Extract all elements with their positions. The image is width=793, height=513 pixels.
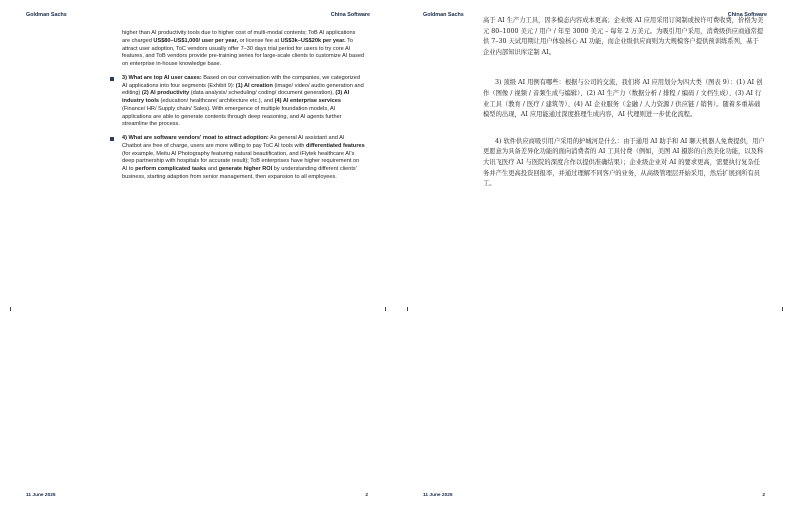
footer-date: 11 June 2025 [26,493,56,498]
margin-tick-mark [10,307,11,311]
intro-bold-a: US$80–US$1,000/ user per year, [153,37,239,44]
cn-paragraph-2: 3) 顶级 AI 用例有哪些：根据与公司的交流，我们将 AI 应用划分为四大类（图表 9）：(1) AI 创作（图像 / 视频 / 音频生成与编辑）、(2) AI 生产力（数据分析 / 排程 / 编码 / 文档生成）、(3) AI 行业工具（教育 / 医疗 / 建筑等）、(4) AI 企业服务（金融 / 人力资源 / 供应链 / 销售）。随着多重基础模型的出现，AI 应用能通过深度推理生成内容，AI 代理则进一步优化流程。 [483,79,763,119]
page-right [397,0,793,513]
header-section: China Software [727,12,767,18]
bullet3-bold-3: (3) AI industry tools [122,90,350,104]
margin-tick-mark [407,307,408,311]
chinese-body [483,16,765,206]
square-bullet-icon [110,77,114,81]
bullet3-bold-2: (2) AI productivity [141,90,190,97]
bullet4-text-1: As general AI assistant and AI Chatbot are free of charge, users are more willing to pay ToC AI tools with [122,135,345,149]
margin-tick-mark [782,307,783,311]
header-brand: Goldman Sachs [423,12,464,18]
square-bullet-icon [110,137,114,141]
footer-page-number: 2 [365,493,368,498]
cn-paragraph-1: 高于 AI 生产力工具，因多模态内容成本更高；企业级 AI 应用采用订阅制或按许可费收费，价格为美元 80–1000 美元 / 用户 / 年至 3000 美元 – 每年 2 万美元。为吸引用户采用，消费级供应商通常提供 7–30 天试用期让用户体验核心 AI 功能，而企业级供应商则为大规模客户提供预训练系列，基于企业内部知识库定制 AI。 [483,17,764,56]
intro-bold-b: US$3k–US$20k per year. [280,37,346,44]
english-body [122,30,365,188]
bullet3-text-3: (data analysis/ scheduling/ coding/ document generation), [189,90,336,97]
cn-paragraph-3: 4) 软件供应商吸引用户采用的护城河是什么：由于通用 AI 助手和 AI 聊天机器人免费提供，用户更愿意为具备差异化功能的面向消费者的 AI 工具付费（例如，美图 AI 摄影的自然美化功能，以及科大讯飞医疗 AI 与医院的深度合作以提供准确结果）；企业级企业对 AI 的要求更高，需要执行复杂任务并产生更高投资回报率，并通过理解不同客户的业务，从高级管理层开始采用，然后扩展到所有员工。 [483,137,765,188]
bullet3-lead: 3) What are top AI user cases: [122,74,202,81]
bullet4-bold-2: perform complicated tasks [135,166,207,172]
margin-tick-mark [385,307,386,311]
bullet4-lead: 4) What are software vendors' moat to attract adoption: [122,135,269,141]
bullet-item-moat [122,135,365,182]
bullet4-bold-1: differentiated features [305,142,365,149]
bullet4-bold-3: generate higher ROI [218,166,273,172]
header-brand: Goldman Sachs [26,12,67,18]
bullet3-text-1: Based on our conversation with the companies, we categorized AI applications into four segments (Exhibit 9): [122,74,360,89]
intro-text-b: or license fee at [238,37,281,44]
intro-text-c: To attract user adoption, ToC vendors usually offer 7–30 days trial period for users to try core AI features, and ToB vendors provide pre-training series for large-scale clients to customize AI based on enterprise in-house knowledge base. [122,37,365,67]
intro-paragraph [122,30,365,69]
footer-page-number: 2 [762,493,765,498]
bullet3-bold-1: (1) AI creation [235,82,273,89]
footer-date: 11 June 2025 [423,493,453,498]
header-section: China Software [330,12,370,18]
bullet-item-use-cases [122,75,365,129]
page-left [0,0,396,513]
bullet3-text-4: (education/ healthcare/ architecture etc.), and [158,98,275,104]
bullet4-text-4: by understanding different clients' business, starting adaption from senior management, then expansion to all employees. [122,166,357,180]
bullet4-text-3: and [206,166,219,172]
bullet3-bold-4: (4) AI enterprise services [274,98,341,104]
bullet3-text-2: (image/ video/ audio generation and editing) [122,82,364,97]
bullet4-text-2: (for example, Meitu AI Photography featuring natural beautification, and iFlytek healthcare AI's deep partnership with hospitals for accurate result); ToB enterprises have higher requirement on AI to [122,150,360,172]
intro-text-a: higher than AI productivity tools due to higher cost of multi-modal contents; ToB AI applications are charged [122,30,356,44]
bullet3-text-5: (Finance/ HR/ Supply chain/ Sales). With emergence of multiple foundation models, AI applications are able to generate contents through deep reasoning, and AI agents further streamline the process. [122,105,342,128]
